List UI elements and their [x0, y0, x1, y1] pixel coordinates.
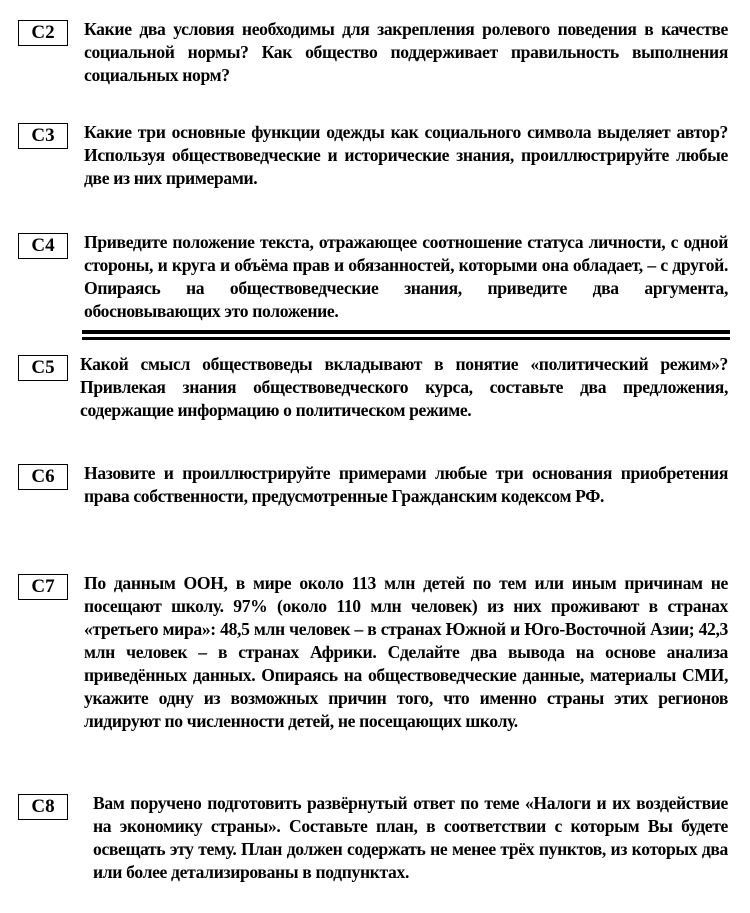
task-text: Какой смысл обществоведы вкладывают в понятие «политический режим»? Привлекая знания обществоведческого курса, составьте два предложения, содержащие информацию о политическом режиме.	[80, 354, 728, 420]
task-label: С2	[18, 20, 68, 46]
task-text: Какие два условия необходимы для закрепления ролевого поведения в качестве социальной нормы? Как общество поддерживает правильность выполнения социальных норм?	[84, 19, 728, 85]
task-text: По данным ООН, в мире около 113 млн детей по тем или иным причинам не посещают школу. 97% (около 110 млн человек) из них проживают в странах «третьего мира»: 48,5 млн человек – в странах Южной и Юго-Восточной Азии; 42,3 млн человек – в странах Африки. Сделайте два вывода на основе анализа приведённых данных. Опираясь на обществоведческие данные, материалы СМИ, укажите одну из возможных причин того, что именно страны этих регионов лидируют по численности детей, не посещающих школу.	[84, 573, 728, 731]
task-label: С3	[18, 123, 68, 149]
task-label: С8	[18, 794, 68, 820]
section-divider-double-line	[82, 330, 730, 340]
divider-line-bottom	[82, 337, 730, 341]
task-text: Какие три основные функции одежды как социального символа выделяет автор? Используя обществоведческие и исторические знания, проиллюстрируйте любые две из них примерами.	[84, 122, 728, 188]
task-text: Приведите положение текста, отражающее соотношение статуса личности, с одной стороны, и круга и объёма прав и обязанностей, которыми она обладает, – с другой. Опираясь на обществоведческие знания, приведите два аргумента, обосновывающих это положение.	[84, 232, 728, 321]
divider-line-top	[82, 330, 730, 334]
task-label: С4	[18, 233, 68, 259]
task-label: С5	[18, 355, 68, 381]
task-text: Вам поручено подготовить развёрнутый ответ по теме «Налоги и их воздействие на экономику страны». Составьте план, в соответствии с которым Вы будете освещать эту тему. План должен содержать не менее трёх пунктов, из которых два или более детализированы в подпунктах.	[93, 793, 728, 882]
task-label: С6	[18, 464, 68, 490]
task-text: Назовите и проиллюстрируйте примерами любые три основания приобретения права собственности, предусмотренные Гражданским кодексом РФ.	[84, 463, 728, 506]
task-label: С7	[18, 574, 68, 600]
